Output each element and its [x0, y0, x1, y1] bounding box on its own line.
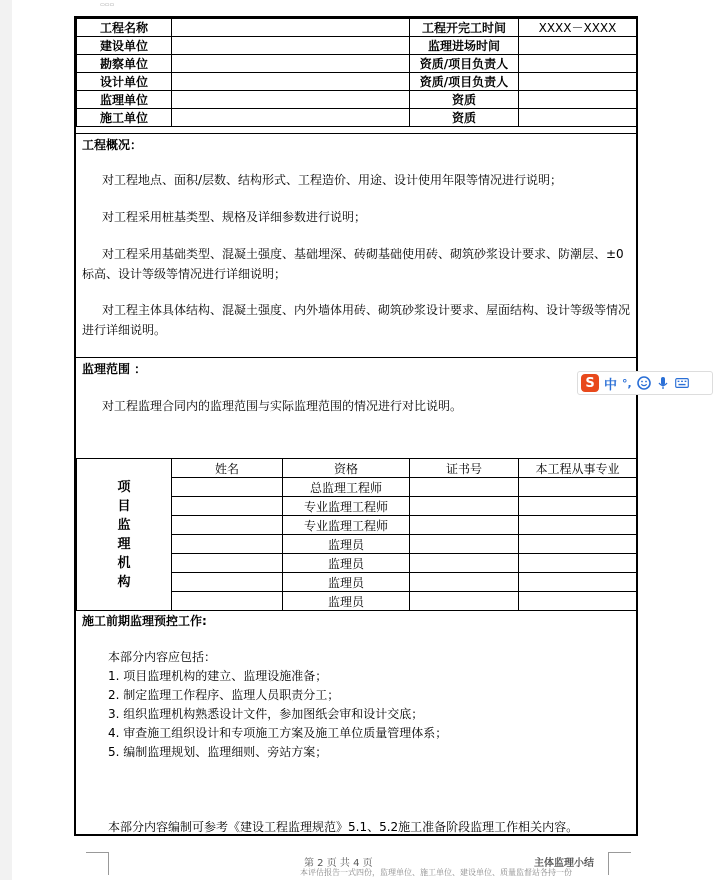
- info-row: [77, 19, 637, 37]
- side-label-char: 构: [117, 574, 131, 590]
- staff-qualification-cell: 监理员: [283, 554, 410, 573]
- divider: [76, 357, 636, 358]
- info-row: [77, 109, 637, 127]
- info-value: [519, 37, 637, 55]
- staff-cert-cell: [410, 535, 519, 554]
- side-label-char: 监: [117, 517, 131, 533]
- list-item: 1. 项目监理机构的建立、监理设施准备；: [108, 669, 328, 683]
- staff-qualification-cell: 专业监理工程师: [283, 497, 410, 516]
- info-label: 监理单位: [77, 91, 172, 109]
- overview-paragraph-3: 对工程采用基础类型、混凝土强度、基础埋深、砖砌基础使用砖、砌筑砂浆设计要求、防潮层、±0标高、设计等级等情况进行详细说明；: [82, 247, 624, 281]
- overview-paragraph-1: 对工程地点、面积/层数、结构形式、工程造价、用途、设计使用年限等情况进行说明；: [102, 173, 563, 187]
- info-value: [519, 73, 637, 91]
- sogou-logo-icon[interactable]: S: [581, 374, 599, 392]
- keyboard-icon[interactable]: [675, 376, 689, 390]
- staff-qualification-cell: 监理员: [283, 592, 410, 611]
- crop-mark-left: [86, 852, 109, 875]
- page-number: 第 2 页 共 4 页: [304, 858, 373, 869]
- scope-text: 对工程监理合同内的监理范围与实际监理范围的情况进行对比说明。: [102, 399, 463, 413]
- staff-specialty-cell: [519, 535, 637, 554]
- emoji-icon[interactable]: [637, 376, 651, 390]
- staff-qualification-cell: 监理员: [283, 573, 410, 592]
- staff-side-label: [77, 459, 172, 611]
- info-label: 施工单位: [77, 109, 172, 127]
- footer-title: 主体监理小结: [534, 858, 594, 869]
- list-item: 4. 审查施工组织设计和专项施工方案及施工单位质量管理体系；: [108, 726, 448, 740]
- side-label-char: 目: [117, 498, 131, 514]
- staff-cert-cell: [410, 497, 519, 516]
- info-label: 监理进场时间: [410, 37, 519, 55]
- project-info-table: [76, 18, 637, 127]
- staff-qualification-cell: 监理员: [283, 535, 410, 554]
- staff-specialty-cell: [519, 478, 637, 497]
- info-row: [77, 91, 637, 109]
- ime-toolbar[interactable]: [577, 371, 713, 395]
- info-value: XXXX－XXXX: [519, 19, 637, 37]
- info-value: [519, 91, 637, 109]
- scope-title: 监理范围 ：: [82, 362, 147, 376]
- list-item: 5. 编制监理规划、监理细则、旁站方案；: [108, 745, 328, 759]
- header-logo-icon: ▭▭▭: [100, 2, 115, 8]
- info-row: [77, 37, 637, 55]
- page-margin: [0, 0, 12, 880]
- staff-column-header: 证书号: [410, 459, 519, 478]
- info-label: 工程名称: [77, 19, 172, 37]
- staff-specialty-cell: [519, 497, 637, 516]
- info-label: 资质/项目负责人: [410, 55, 519, 73]
- info-label: 工程开完工时间: [410, 19, 519, 37]
- info-label: 资质: [410, 91, 519, 109]
- info-value: [172, 37, 410, 55]
- staff-qualification-cell: 总监理工程师: [283, 478, 410, 497]
- staff-cert-cell: [410, 554, 519, 573]
- side-label-char: 理: [117, 536, 131, 552]
- info-row: [77, 73, 637, 91]
- info-value: [519, 55, 637, 73]
- overview-paragraph-2: 对工程采用桩基类型、规格及详细参数进行说明；: [102, 210, 367, 224]
- staff-name-cell: [172, 497, 283, 516]
- info-value: [172, 19, 410, 37]
- ime-language-toggle[interactable]: 中: [604, 377, 618, 393]
- staff-column-header: 本工程从事专业: [519, 459, 637, 478]
- footer-note: 本评估报告一式四份，监理单位、施工单位、建设单位、质量监督站各持一份: [300, 868, 572, 877]
- microphone-icon[interactable]: [656, 376, 670, 390]
- staff-name-cell: [172, 516, 283, 535]
- side-label-char: 项: [117, 479, 131, 495]
- precontrol-note: 本部分内容编制可参考《建设工程监理规范》5.1、5.2施工准备阶段监理工作相关内容。: [108, 820, 579, 834]
- info-value: [172, 109, 410, 127]
- list-item: 3. 组织监理机构熟悉设计文件，参加图纸会审和设计交底；: [108, 707, 424, 721]
- info-label: 设计单位: [77, 73, 172, 91]
- info-value: [172, 91, 410, 109]
- crop-mark-right: [608, 852, 631, 875]
- staff-header-row: [77, 459, 637, 478]
- staff-name-cell: [172, 478, 283, 497]
- info-label: 资质: [410, 109, 519, 127]
- staff-column-header: 姓名: [172, 459, 283, 478]
- info-value: [172, 55, 410, 73]
- precontrol-intro-text: 本部分内容应包括：: [108, 650, 217, 664]
- info-value: [172, 73, 410, 91]
- staff-qualification-cell: 专业监理工程师: [283, 516, 410, 535]
- info-label: 勘察单位: [77, 55, 172, 73]
- staff-name-cell: [172, 535, 283, 554]
- staff-cert-cell: [410, 592, 519, 611]
- side-label-char: 机: [117, 555, 131, 571]
- ime-punctuation-toggle[interactable]: °,: [622, 376, 632, 390]
- staff-specialty-cell: [519, 516, 637, 535]
- staff-cert-cell: [410, 573, 519, 592]
- staff-column-header: 资格: [283, 459, 410, 478]
- info-row: [77, 55, 637, 73]
- staff-specialty-cell: [519, 573, 637, 592]
- staff-specialty-cell: [519, 592, 637, 611]
- overview-title: 工程概况：: [82, 138, 143, 152]
- supervision-staff-table: [76, 458, 637, 611]
- precontrol-title: 施工前期监理预控工作:: [82, 614, 207, 628]
- staff-cert-cell: [410, 516, 519, 535]
- precontrol-intro: [108, 648, 216, 667]
- info-value: [519, 109, 637, 127]
- staff-name-cell: [172, 592, 283, 611]
- info-label: 资质/项目负责人: [410, 73, 519, 91]
- list-item: 2. 制定监理工作程序、监理人员职责分工；: [108, 688, 340, 702]
- staff-name-cell: [172, 573, 283, 592]
- precontrol-list: [108, 667, 447, 762]
- overview-paragraph-4: 对工程主体具体结构、混凝土强度、内外墙体用砖、砌筑砂浆设计要求、屋面结构、设计等级等情况进行详细说明。: [82, 303, 631, 337]
- divider: [76, 133, 636, 134]
- staff-cert-cell: [410, 478, 519, 497]
- staff-name-cell: [172, 554, 283, 573]
- info-label: 建设单位: [77, 37, 172, 55]
- staff-specialty-cell: [519, 554, 637, 573]
